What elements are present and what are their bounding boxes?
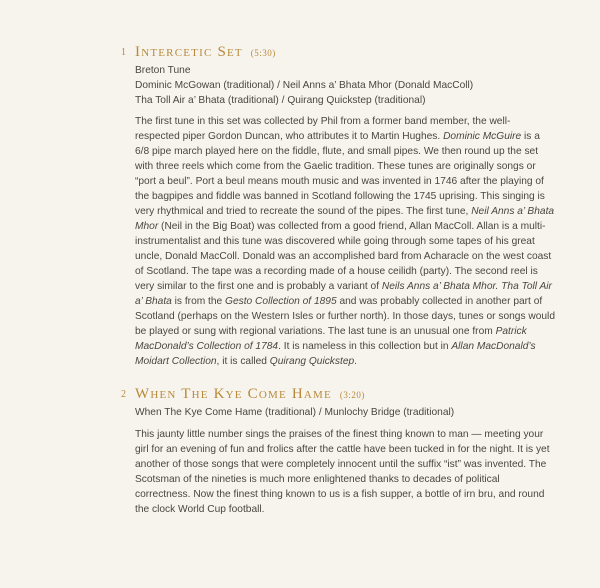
- track-duration: (3:20): [339, 390, 365, 400]
- track-number: 2: [121, 389, 126, 400]
- track-notes-paragraph: [135, 427, 555, 517]
- track-title-text: When The Kye Come Hame: [135, 386, 332, 402]
- track-number: 1: [121, 47, 126, 58]
- track-duration: (5:30): [250, 48, 276, 58]
- text-run: .: [354, 356, 357, 367]
- track-title-text: Intercetic Set: [135, 44, 243, 60]
- text-run: is from the: [171, 296, 226, 307]
- track-title: [135, 44, 276, 61]
- track-subtitle: Breton Tune: [135, 65, 191, 76]
- italic-title: Quirang Quickstep: [269, 356, 355, 367]
- text-run: is a 6/8 pipe march played here on the fiddle, flute, and small pipes. We then round up the set with three reels which come from the Gaelic tradition. These tunes are originally songs or “port a beul”. Port a beul means mouth music and was invented in 1746 after the playing of the bagpipes and fiddle was banned in Scotland following the 1745 uprising. This singing is very rhythmical and tried to recreate the sound of the pipes. The first tune,: [135, 131, 545, 217]
- text-run: This jaunty little number sings the praises of the finest thing known to man — meeting your girl for an evening of fun and frolics after the cattle have been tucked in for the night. It is yet another of those songs that were completely innocent until the suffix “ist” was invented. The Scotsman of the nineties is much more enlightened thanks to decades of political correctness. Now the finest thing known to us is a fish supper, a bottle of irn bru, and round the clock World Cup football.: [135, 429, 550, 515]
- track-notes: [135, 427, 555, 517]
- italic-title: Patrick MacDonald’s Collection of 1784: [135, 326, 527, 352]
- track-subtitle: When The Kye Come Hame (traditional) / Munlochy Bridge (traditional): [135, 407, 455, 418]
- italic-title: Neils Anns a’ Bhata Mhor. Tha Toll Air a’ Bhata: [135, 281, 552, 307]
- track-notes-paragraph: [135, 114, 555, 369]
- italic-title: Neil Anns a’ Bhata Mhor: [135, 206, 555, 232]
- text-run: , it is called: [216, 356, 270, 367]
- track-subtitle: Tha Toll Air a’ Bhata (traditional) / Quirang Quickstep (traditional): [135, 95, 426, 106]
- italic-title: Dominic McGuire: [443, 131, 522, 142]
- track-notes: [135, 114, 555, 369]
- text-run: The first tune in this set was collected by Phil from a former band member, the well-respected piper Gordon Duncan, who attributes it to Martin Hughes.: [135, 116, 511, 142]
- text-run: . It is nameless in this collection but in: [278, 341, 452, 352]
- italic-title: Gesto Collection of 1895: [225, 296, 337, 307]
- track-title: [135, 386, 365, 403]
- track-subtitle: Dominic McGowan (traditional) / Neil Anns a’ Bhata Mhor (Donald MacColl): [135, 80, 474, 91]
- text-run: and was probably collected in another part of Scotland (perhaps on the Western Isles or further north). In those days, tunes or songs would be played or sung with regional variations. The last tune is an unusual one from: [135, 296, 555, 337]
- text-run: (Neil in the Big Boat) was collected from a good friend, Allan MacColl. Allan is a multi-instrumentalist and this tune was discovered while going through some tapes of his great uncle, Donald MacColl. Donald was an accomplished bard from Acharacle on the west coast of Scotland. The tape was a recording made of a house ceilidh (party). The second reel is very similar to the first one and is probably a variant of: [135, 221, 552, 292]
- italic-title: Allan MacDonald’s Moidart Collection: [135, 341, 536, 367]
